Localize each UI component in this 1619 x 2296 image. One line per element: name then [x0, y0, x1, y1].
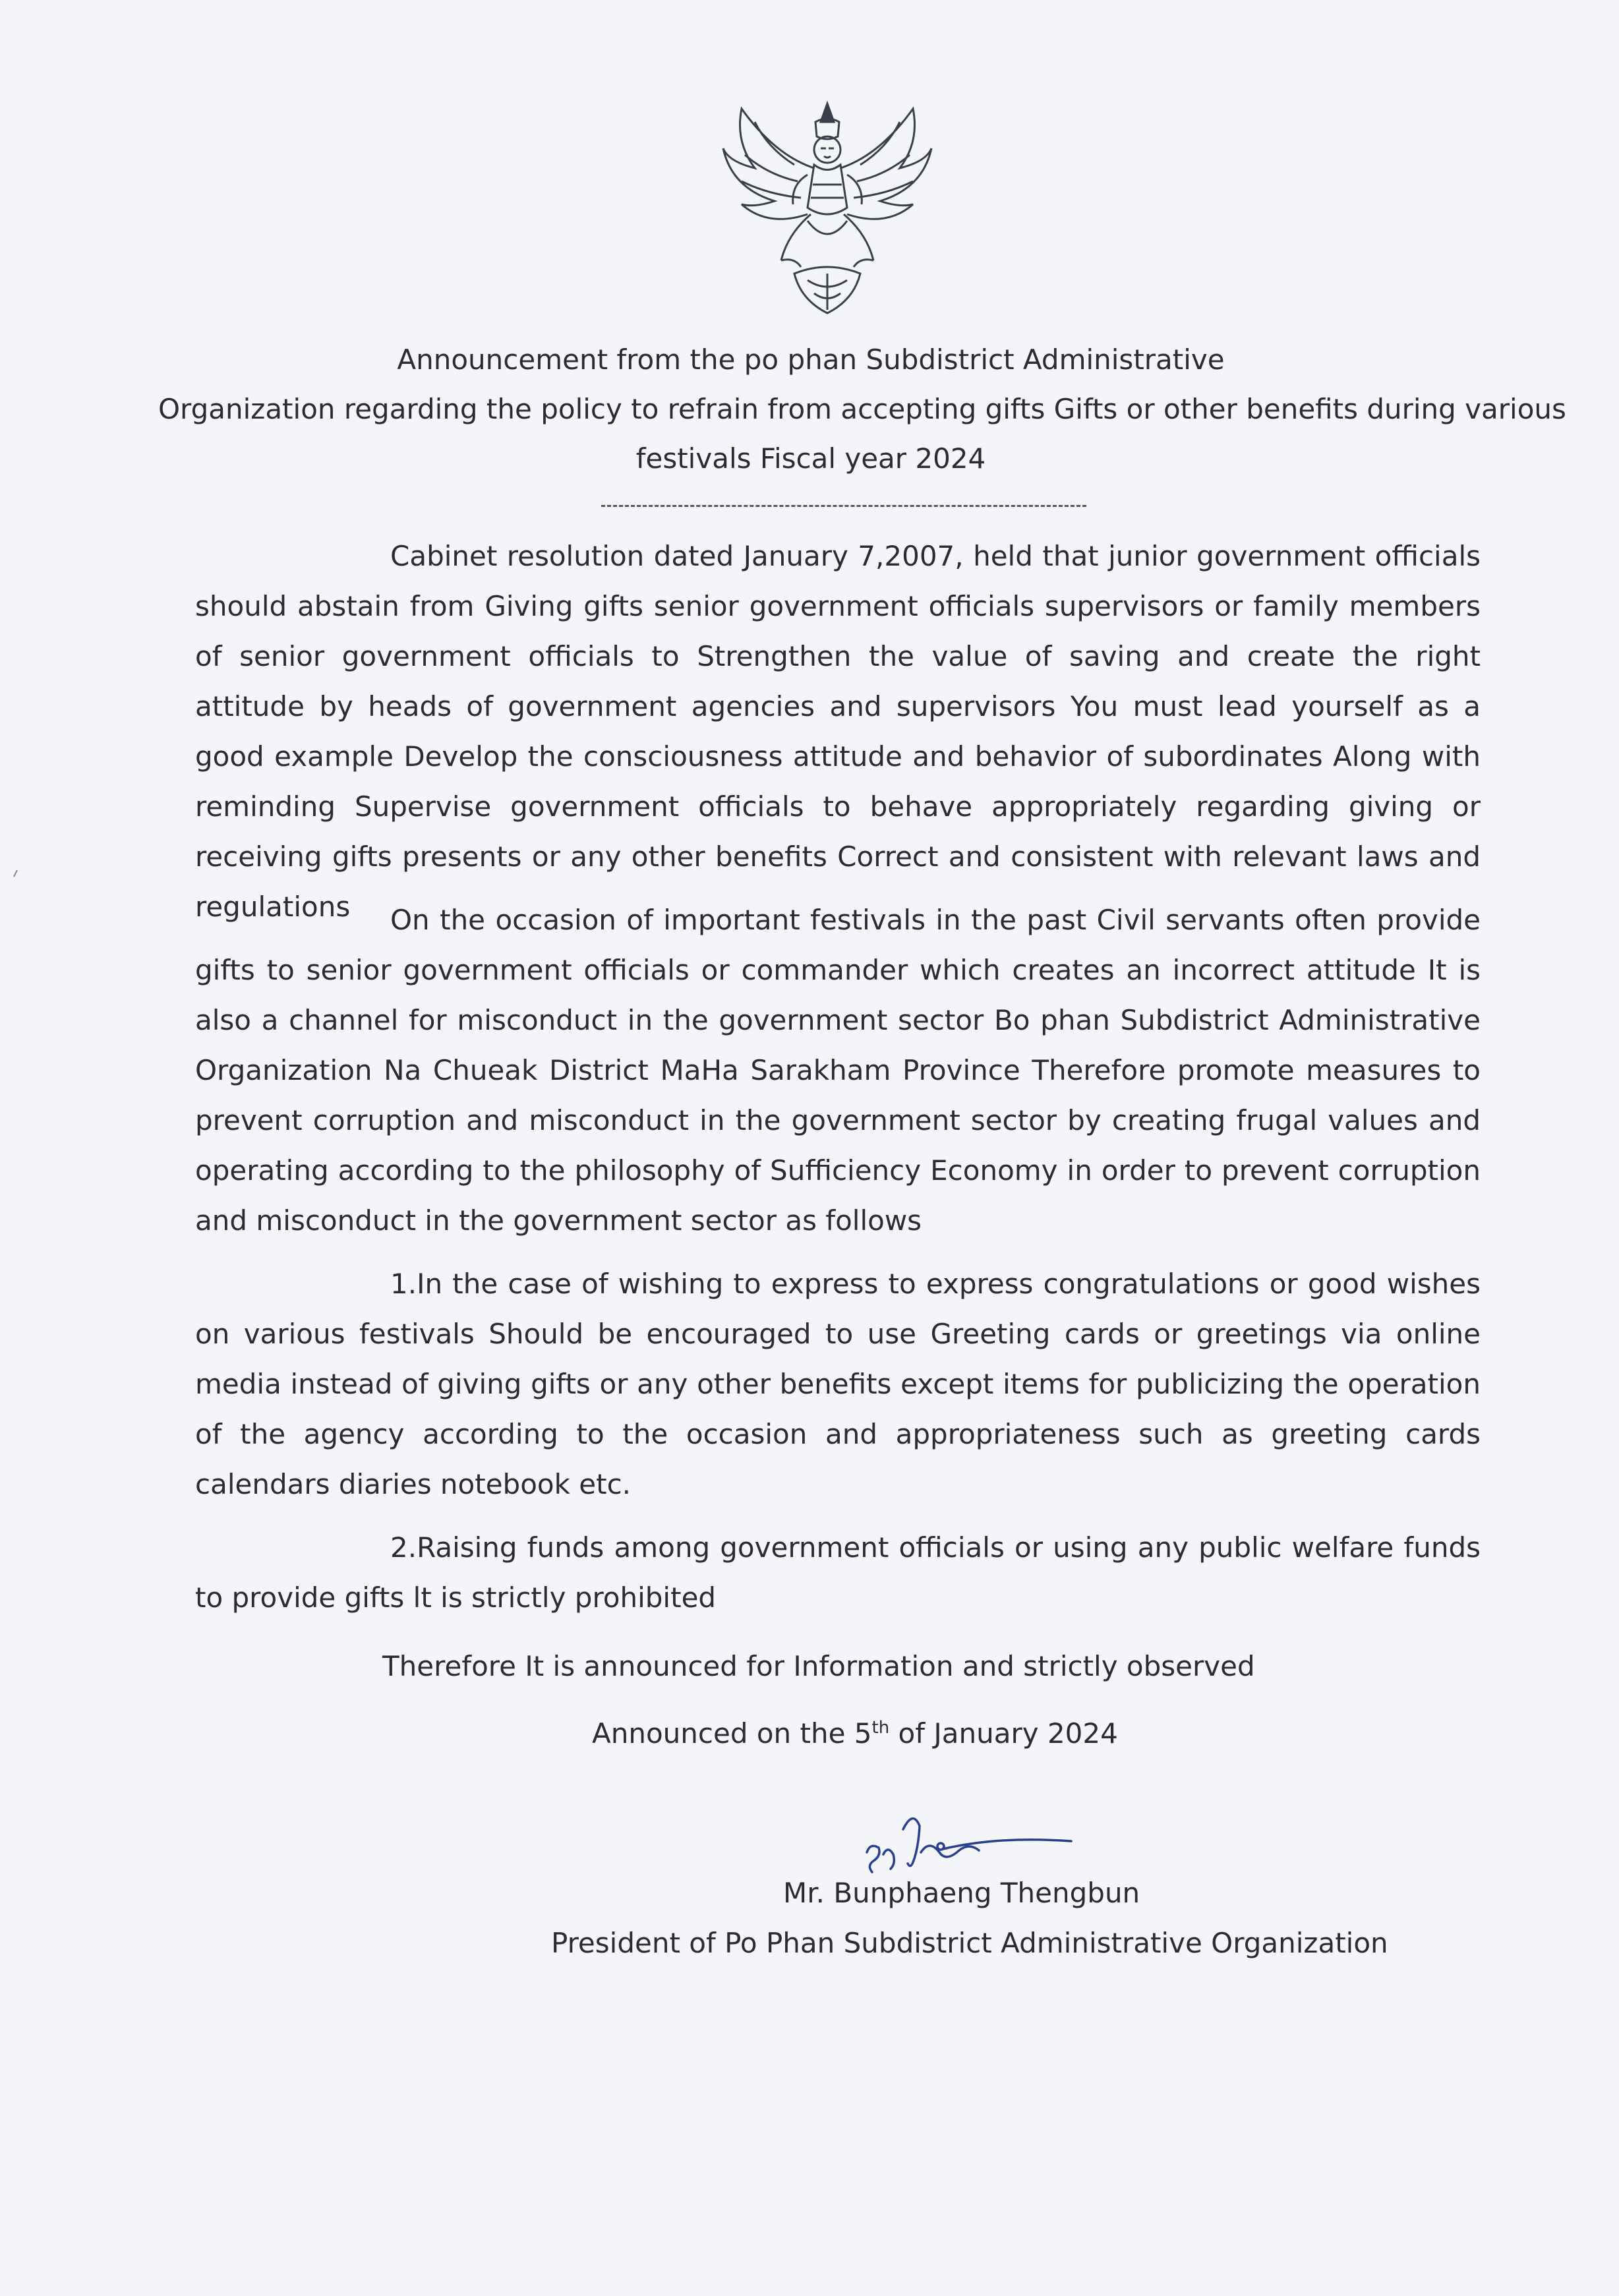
title-line-1: Announcement from the po phan Subdistrict Administrative	[397, 343, 1225, 376]
paragraph-text: 1.In the case of wishing to express to express congratulations or good wishes on various festivals Should be encouraged to use Greeting cards or greetings via online media instead of giving gifts or any other benefits except items for publicizing the operation of the agency according to the occasion and appropriateness such as greeting cards calendars diaries notebook etc.	[195, 1268, 1481, 1500]
body-paragraph-1	[195, 531, 1481, 932]
policy-item-1	[195, 1259, 1481, 1510]
closing-statement: Therefore It is announced for Information and strictly observed	[382, 1650, 1255, 1682]
announcement-title	[158, 335, 1566, 483]
announcement-date	[592, 1714, 1118, 1753]
title-divider	[601, 505, 1086, 507]
signer-name: Mr. Bunphaeng Thengbun	[783, 1877, 1140, 1909]
paragraph-text: Cabinet resolution dated January 7,2007, held that junior government officials should abstain from Giving gifts senior government officials supervisors or family members of senior government officials to Strengthen the value of saving and create the right attitude by heads of government agencies and supervisors You must lead yourself as a good example Develop the consciousness attitude and behavior of subordinates Along with reminding Supervise government officials to behave appropriately regarding giving or receiving gifts presents or any other benefits Correct and consistent with relevant laws and regulations	[195, 540, 1481, 923]
signer-title: President of Po Phan Subdistrict Administrative Organization	[551, 1927, 1388, 1959]
garuda-emblem-icon	[715, 96, 939, 326]
paragraph-text: On the occasion of important festivals in the past Civil servants often provide gifts to senior government officials or commander which creates an incorrect attitude It is also a channel for misconduct in the government sector Bo phan Subdistrict Administrative Organization Na Chueak District MaHa Sarakham Province Therefore promote measures to prevent corruption and misconduct in the government sector by creating frugal values and operating according to the philosophy of Sufficiency Economy in order to prevent corruption and misconduct in the government sector as follows	[195, 904, 1481, 1237]
body-paragraph-2	[195, 895, 1481, 1246]
margin-mark	[12, 869, 18, 878]
title-line-2: Organization regarding the policy to refrain from accepting gifts Gifts or other benefits during various	[158, 393, 1566, 425]
date-rest: of January 2024	[889, 1717, 1118, 1750]
paragraph-text: 2.Raising funds among government officials or using any public welfare funds to provide gifts lt is strictly prohibited	[195, 1531, 1481, 1614]
title-line-3: festivals Fiscal year 2024	[635, 442, 986, 475]
date-prefix: Announced on the 5	[592, 1717, 872, 1750]
date-ordinal-suffix: th	[871, 1718, 890, 1738]
policy-item-2	[195, 1523, 1481, 1623]
